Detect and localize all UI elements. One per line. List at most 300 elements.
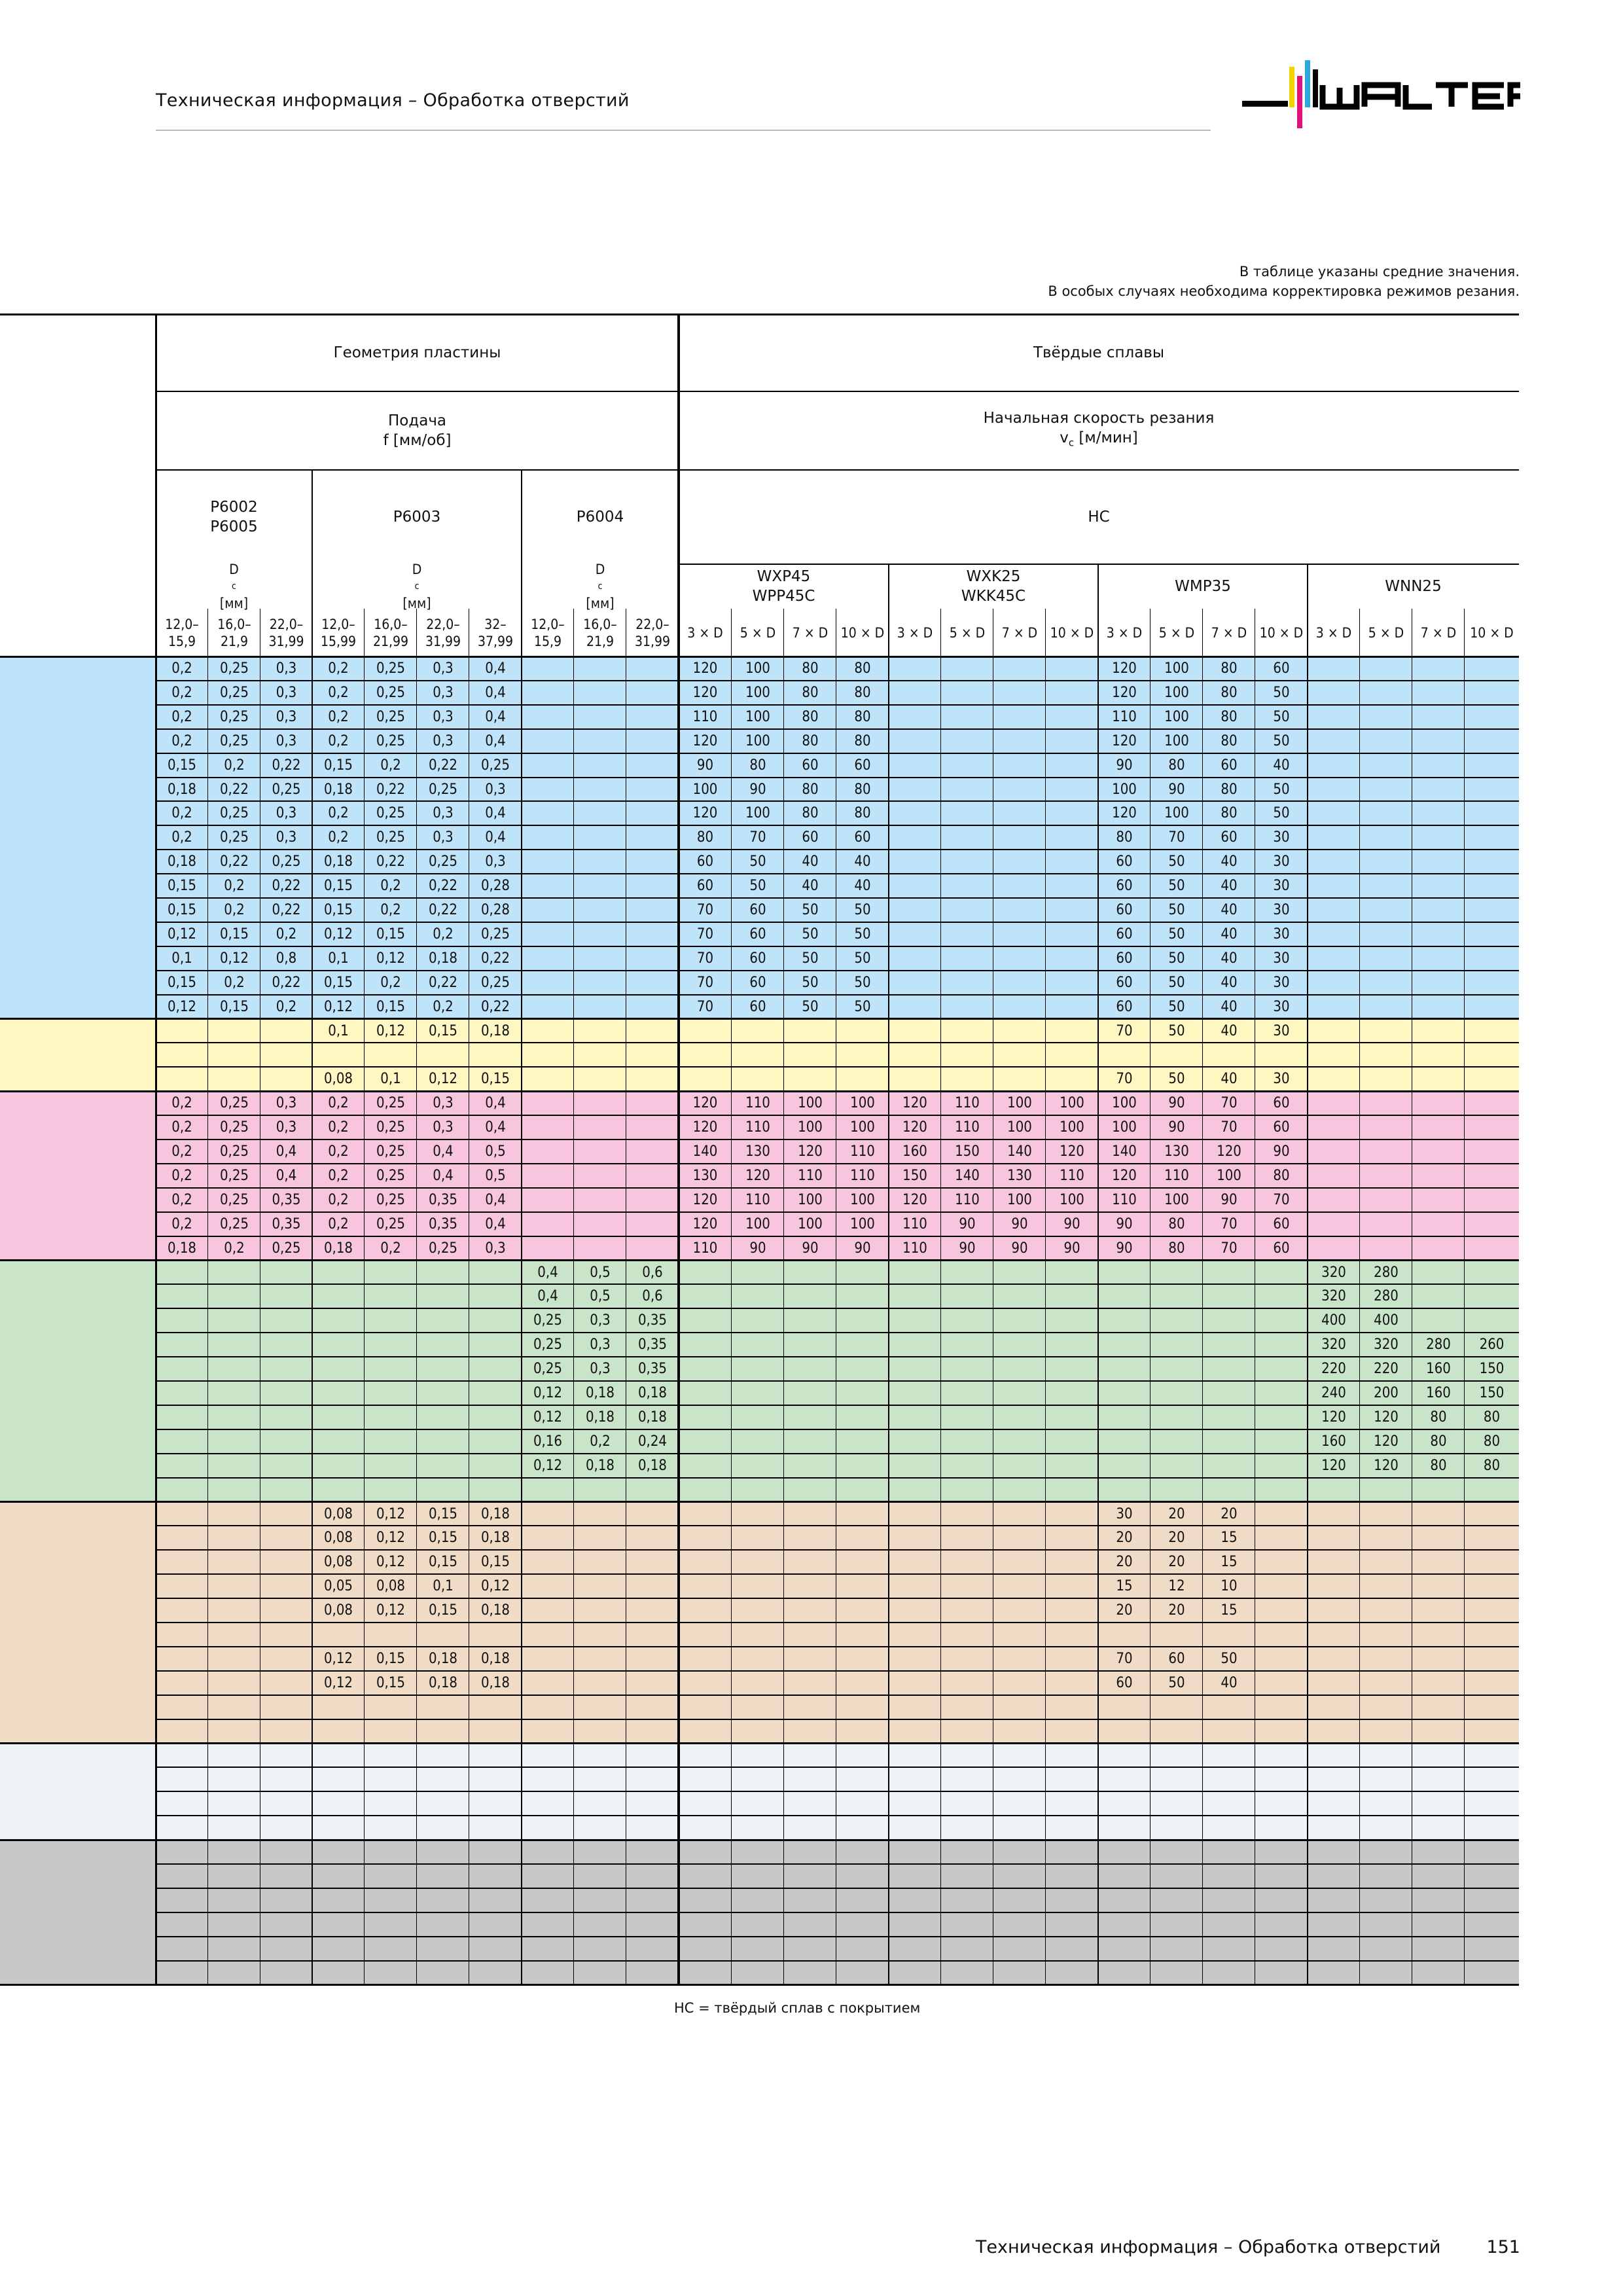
table-cell: 120 [798,1143,823,1160]
table-cell: 20 [1116,1602,1133,1619]
h-rule [156,1236,1519,1237]
table-cell: 120 [1374,1457,1399,1474]
table-cell: 120 [1112,805,1137,822]
table-cell: 30 [1116,1505,1133,1522]
table-cell: 0,12 [376,1022,406,1039]
table-cell: 0,18 [480,1530,510,1547]
table-cell: 70 [696,925,714,942]
table-cell: 0,4 [433,1167,454,1184]
table-cell: 40 [1221,878,1238,895]
table-cell: 30 [1273,925,1290,942]
table-cell: 60 [802,829,819,846]
h-rule [156,1283,1519,1285]
table-cell: 30 [1273,829,1290,846]
table-cell: 0,2 [171,829,192,846]
table-cell: 110 [902,1240,927,1257]
table-cell: 120 [1321,1457,1346,1474]
table-cell: 0,2 [328,732,349,749]
table-cell: 50 [749,853,766,870]
table-cell: 80 [1221,732,1238,749]
table-cell: 0,12 [533,1457,563,1474]
table-cell: 0,12 [167,998,197,1015]
h-rule [0,1984,1519,1986]
note-line-2: В особых случаях необходима корректировка режимов резания. [1048,283,1520,299]
table-cell: 90 [1116,757,1133,774]
table-cell: 0,4 [485,732,506,749]
table-cell: 0,3 [276,1095,297,1112]
table-cell: 0,35 [637,1361,668,1378]
table-cell: 30 [1273,950,1290,967]
table-cell: 0,1 [433,1578,454,1595]
table-cell: 110 [692,708,718,725]
table-cell: 0,12 [376,950,406,967]
table-cell: 0,08 [323,1530,353,1547]
h-rule [156,1453,1519,1454]
table-cell: 100 [1164,805,1189,822]
table-cell: 0,25 [219,1119,249,1136]
table-cell: 0,4 [276,1167,297,1184]
table-cell: 0,35 [428,1215,458,1232]
h-rule [679,564,1519,565]
table-cell: 80 [1430,1433,1447,1450]
table-cell: 320 [1321,1264,1346,1281]
table-cell: 100 [1007,1095,1032,1112]
table-cell: 70 [696,974,714,991]
table-cell: 110 [850,1143,875,1160]
h-rule [156,680,1519,681]
table-cell: 0,25 [219,805,249,822]
table-cell: 150 [1479,1361,1505,1378]
table-cell: 0,2 [433,998,454,1015]
v-rule [416,609,417,1985]
header-bottom-rule [0,656,1519,658]
table-cell: 0,6 [642,1288,663,1305]
table-cell: 0,25 [376,684,406,701]
table-cell: 0,2 [328,805,349,822]
table-cell: 0,3 [590,1361,611,1378]
table-cell: 50 [1273,781,1290,798]
table-cell: 0,2 [276,925,297,942]
table-cell: 0,25 [428,853,458,870]
table-cell: 0,18 [585,1408,615,1426]
table-cell: 0,22 [428,878,458,895]
table-cell: 0,12 [428,1071,458,1088]
h-rule [156,1936,1519,1937]
table-cell: 90 [1168,1119,1185,1136]
table-cell: 40 [1273,757,1290,774]
table-cell: 90 [1011,1240,1028,1257]
h-rule [156,704,1519,706]
table-cell: 0,25 [533,1361,563,1378]
table-cell: 50 [1273,805,1290,822]
table-cell: 0,18 [480,1505,510,1522]
table-cell: 100 [1060,1119,1084,1136]
table-cell: 100 [745,684,770,701]
table-cell: 0,2 [328,1167,349,1184]
table-cell: 120 [1112,684,1137,701]
table-cell: 40 [1221,974,1238,991]
table-cell: 0,3 [276,732,297,749]
table-cell: 0,25 [376,732,406,749]
table-cell: 0,12 [533,1408,563,1426]
table-cell: 0,3 [433,829,454,846]
table-cell: 70 [1273,1191,1290,1208]
table-cell: 50 [1221,1650,1238,1667]
h-rule [156,1912,1519,1913]
table-cell: 100 [850,1215,875,1232]
diameter-range: 22,0– 31,99 [634,616,671,649]
table-cell: 0,25 [376,1095,406,1112]
table-cell: 0,25 [272,1240,301,1257]
h-rule [156,1888,1519,1889]
table-cell: 0,25 [376,708,406,725]
h-rule [156,873,1519,874]
table-cell: 120 [902,1191,927,1208]
table-cell: 50 [854,925,871,942]
table-cell: 0,4 [485,1095,506,1112]
h-rule [156,1356,1519,1357]
table-cell: 60 [749,902,766,918]
table-cell: 0,2 [380,1240,401,1257]
table-cell: 0,15 [219,925,249,942]
table-cell: 0,3 [276,1119,297,1136]
diameter-range: 12,0– 15,9 [531,616,565,649]
table-cell: 0,18 [480,1022,510,1039]
table-cell: 80 [1221,781,1238,798]
table-cell: 0,22 [428,974,458,991]
v-rule [207,609,208,1985]
table-cell: 0,08 [323,1602,353,1619]
table-cell: 0,16 [533,1433,563,1450]
geometry-p6003: P6003 [393,509,441,526]
table-cell: 30 [1273,998,1290,1015]
table-cell: 0,25 [219,1191,249,1208]
table-cell: 0,12 [376,1530,406,1547]
table-cell: 0,1 [380,1071,401,1088]
v-rule [312,470,313,1985]
depth-ratio: 5 × D [1368,624,1404,641]
table-cell: 260 [1479,1336,1505,1354]
table-cell: 20 [1168,1530,1185,1547]
table-cell: 0,25 [272,781,301,798]
table-cell: 0,2 [171,1167,192,1184]
table-cell: 0,12 [323,1650,353,1667]
table-cell: 120 [692,1095,718,1112]
table-cell: 0,15 [480,1071,510,1088]
table-cell: 0,18 [167,781,197,798]
table-cell: 40 [1221,998,1238,1015]
geometry-p6002: P6002 P6005 [210,499,258,535]
depth-ratio: 10 × D [1050,624,1094,641]
depth-ratio: 7 × D [792,624,829,641]
table-cell: 120 [745,1167,770,1184]
table-cell: 0,22 [272,902,301,918]
table-cell: 0,2 [380,757,401,774]
table-cell: 0,15 [219,998,249,1015]
table-cell: 120 [1321,1408,1346,1426]
table-cell: 0,25 [376,1119,406,1136]
table-cell: 0,2 [171,1095,192,1112]
table-cell: 60 [1273,660,1290,677]
table-cell: 0,12 [167,925,197,942]
h-rule [0,1018,1519,1020]
table-cell: 0,12 [323,925,353,942]
table-cell: 0,25 [533,1336,563,1354]
table-cell: 50 [1168,878,1185,895]
table-cell: 110 [745,1119,770,1136]
table-cell: 110 [1060,1167,1084,1184]
table-cell: 100 [692,781,718,798]
table-cell: 100 [1217,1167,1241,1184]
page-footer [976,2237,1520,2257]
table-cell: 0,3 [433,660,454,677]
group-divider [677,314,680,1985]
table-cell: 0,15 [428,1530,458,1547]
table-cell: 0,22 [219,853,249,870]
grade-class-hc: HC [1088,509,1110,526]
h-rule [156,1066,1519,1067]
table-cell: 60 [1221,829,1238,846]
v-rule [1097,564,1099,1985]
table-cell: 0,4 [485,684,506,701]
table-cell: 320 [1321,1336,1346,1354]
table-cell: 0,24 [637,1433,668,1450]
table-cell: 0,6 [642,1264,663,1281]
table-cell: 60 [1116,950,1133,967]
page-header-title: Техническая информация – Обработка отверстий [156,90,630,111]
table-cell: 120 [692,805,718,822]
table-cell: 0,18 [428,950,458,967]
table-cell: 40 [1221,1071,1238,1088]
h-rule [156,1115,1519,1116]
table-cell: 0,15 [376,1650,406,1667]
v-rule [731,609,732,1985]
table-cell: 0,18 [323,1240,353,1257]
table-cell: 0,18 [637,1457,668,1474]
table-cell: 80 [854,732,871,749]
table-cell: 0,18 [480,1602,510,1619]
table-cell: 60 [1221,757,1238,774]
table-cell: 0,4 [276,1143,297,1160]
table-cell: 0,18 [323,781,353,798]
table-cell: 20 [1116,1554,1133,1571]
table-cell: 0,2 [328,684,349,701]
table-cell: 0,2 [590,1433,611,1450]
table-cell: 0,12 [323,998,353,1015]
h-rule [156,1719,1519,1720]
depth-ratio: 10 × D [1259,624,1304,641]
table-cell: 50 [1273,684,1290,701]
table-cell: 0,12 [219,950,249,967]
diameter-range: 16,0– 21,9 [217,616,251,649]
table-cell: 70 [1116,1071,1133,1088]
h-rule [156,728,1519,730]
table-cell: 0,3 [485,1240,506,1257]
table-cell: 240 [1321,1385,1346,1401]
table-cell: 60 [802,757,819,774]
table-cell: 130 [1007,1167,1032,1184]
h-rule [156,825,1519,826]
table-cell: 60 [1116,998,1133,1015]
table-cell: 110 [745,1191,770,1208]
table-cell: 0,18 [480,1674,510,1691]
table-cell: 90 [959,1240,976,1257]
table-cell: 60 [1168,1650,1185,1667]
table-cell: 100 [850,1119,875,1136]
table-cell: 150 [955,1143,980,1160]
table-cell: 80 [1483,1433,1501,1450]
table-cell: 120 [692,1215,718,1232]
table-cell: 50 [1168,974,1185,991]
table-cell: 0,3 [433,708,454,725]
table-cell: 90 [1168,781,1185,798]
table-cell: 80 [802,805,819,822]
table-cell: 15 [1221,1602,1238,1619]
table-cell: 150 [902,1167,927,1184]
table-cell: 10 [1221,1578,1238,1595]
table-cell: 30 [1273,1022,1290,1039]
table-cell: 0,2 [380,878,401,895]
table-cell: 100 [850,1095,875,1112]
v-rule [521,470,522,1985]
table-cell: 0,2 [328,1119,349,1136]
table-cell: 60 [1116,925,1133,942]
h-rule [156,1573,1519,1575]
table-cell: 120 [1060,1143,1084,1160]
v-rule [940,609,941,1985]
table-cell: 100 [745,805,770,822]
table-cell: 0,12 [533,1385,563,1401]
table-cell: 400 [1374,1312,1399,1329]
h-rule [156,391,1519,392]
table-cell: 0,22 [480,998,510,1015]
h-rule [156,946,1519,947]
depth-ratio: 7 × D [1420,624,1457,641]
table-cell: 0,15 [167,974,197,991]
table-cell: 50 [1168,853,1185,870]
table-cell: 0,4 [433,1143,454,1160]
table-cell: 40 [854,878,871,895]
h-rule [156,1380,1519,1382]
table-cell: 0,2 [171,1119,192,1136]
table-cell: 60 [749,998,766,1015]
table-cell: 0,25 [533,1312,563,1329]
table-cell: 0,25 [428,1240,458,1257]
table-cell: 80 [1273,1167,1290,1184]
table-cell: 0,3 [433,732,454,749]
table-cell: 120 [902,1119,927,1136]
table-cell: 70 [696,950,714,967]
table-cell: 200 [1374,1385,1399,1401]
table-cell: 0,25 [219,732,249,749]
table-cell: 110 [955,1095,980,1112]
table-cell: 80 [1221,684,1238,701]
table-cell: 0,28 [480,878,510,895]
diameter-range: 12,0– 15,99 [320,616,357,649]
table-cell: 130 [692,1167,718,1184]
table-cell: 160 [902,1143,927,1160]
table-cell: 280 [1374,1288,1399,1305]
table-cell: 0,18 [480,1650,510,1667]
table-cell: 0,2 [224,878,245,895]
table-cell: 0,5 [485,1143,506,1160]
table-cell: 120 [692,732,718,749]
table-cell: 80 [854,805,871,822]
table-cell: 0,2 [328,829,349,846]
table-cell: 0,5 [590,1288,611,1305]
table-cell: 60 [749,950,766,967]
table-cell: 0,25 [219,708,249,725]
table-cell: 120 [1112,732,1137,749]
v-rule [1202,609,1203,1985]
dc-label: D c [мм] [219,562,249,611]
table-cell: 80 [1430,1408,1447,1426]
table-cell: 60 [854,757,871,774]
table-cell: 0,18 [167,853,197,870]
table-cell: 40 [1221,1674,1238,1691]
table-cell: 50 [1168,925,1185,942]
table-cell: 120 [1112,660,1137,677]
table-cell: 90 [854,1240,871,1257]
h-rule [156,1791,1519,1792]
table-cell: 0,08 [323,1071,353,1088]
table-cell: 80 [1221,708,1238,725]
table-cell: 80 [802,708,819,725]
table-cell: 0,25 [376,1167,406,1184]
v-rule [1307,564,1308,1985]
table-cell: 80 [802,684,819,701]
table-cell: 110 [1164,1167,1189,1184]
table-cell: 110 [1112,708,1137,725]
h-rule [156,1163,1519,1164]
table-cell: 0,25 [219,660,249,677]
table-cell: 20 [1168,1505,1185,1522]
header-geometry: Геометрия пластины [333,344,501,361]
speed-label-line: Начальная скорость резания [983,410,1215,427]
table-cell: 50 [749,878,766,895]
table-cell: 50 [854,974,871,991]
table-cell: 100 [1164,660,1189,677]
table-cell: 0,25 [376,1215,406,1232]
h-rule [0,1742,1519,1744]
table-cell: 60 [1273,1240,1290,1257]
diameter-range: 22,0– 31,99 [425,616,461,649]
table-cell: 100 [798,1215,823,1232]
table-cell: 0,25 [376,1143,406,1160]
table-cell: 70 [696,902,714,918]
h-rule [156,1598,1519,1599]
table-cell: 0,3 [433,1095,454,1112]
table-cell: 100 [1164,684,1189,701]
table-cell: 50 [802,925,819,942]
table-cell: 0,5 [590,1264,611,1281]
v-rule [1045,609,1046,1985]
table-cell: 90 [1221,1191,1238,1208]
h-rule [156,1139,1519,1140]
table-cell: 70 [1168,829,1185,846]
table-cell: 60 [749,974,766,991]
table-cell: 0,2 [171,1215,192,1232]
h-rule [156,1429,1519,1430]
table-cell: 80 [1221,805,1238,822]
table-cell: 100 [745,660,770,677]
table-cell: 130 [745,1143,770,1160]
table-cell: 60 [1273,1095,1290,1112]
table-cell: 0,2 [328,1191,349,1208]
table-note [1048,262,1520,301]
table-cell: 80 [802,732,819,749]
diameter-range: 16,0– 21,9 [583,616,617,649]
